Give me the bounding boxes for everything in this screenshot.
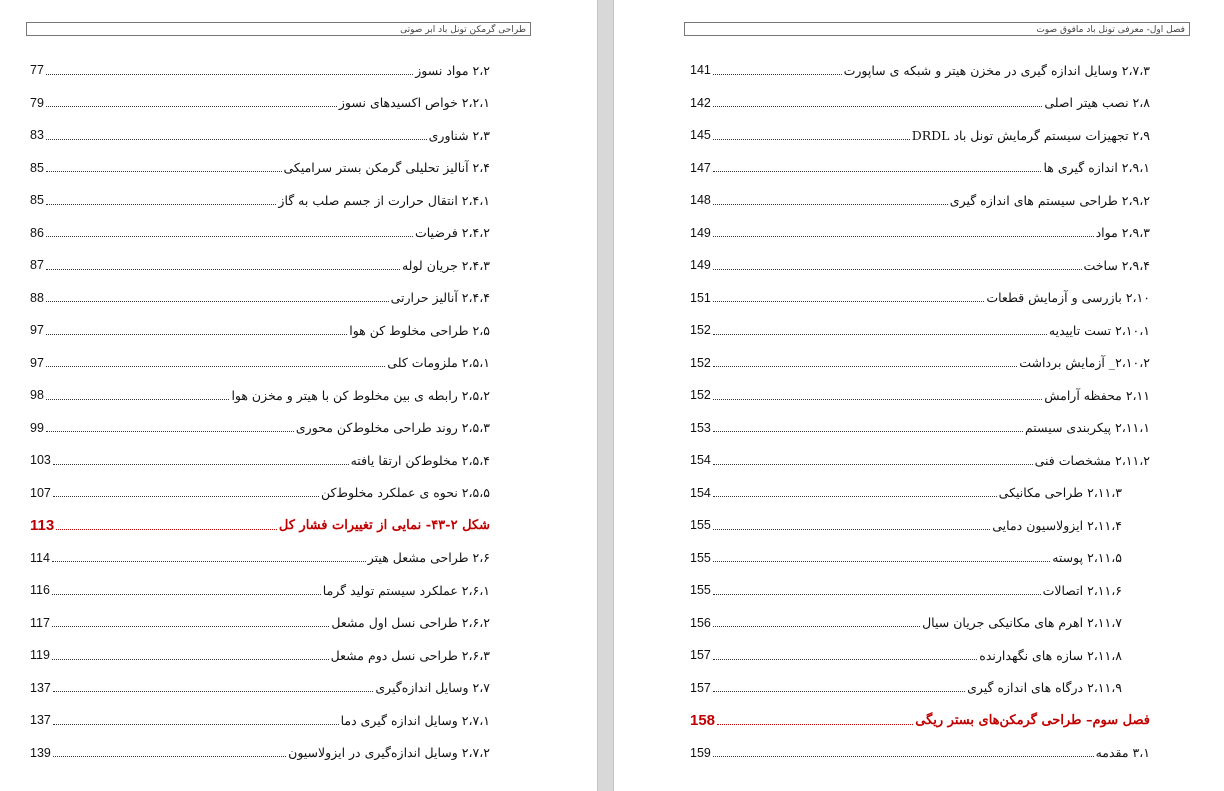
toc-entry-title: ۲،۱۱،۷ اهرم های مکانیکی جریان سیال bbox=[922, 615, 1122, 631]
dot-leader bbox=[53, 724, 339, 725]
dot-leader bbox=[46, 204, 277, 205]
toc-entry-title: ۲،۱۰،۱ تست تاییدیه bbox=[1048, 322, 1150, 338]
dot-leader bbox=[52, 561, 366, 562]
toc-entry-title: ۲،۹،۱ اندازه گیری ها bbox=[1043, 160, 1150, 176]
toc-page-number: 87 bbox=[30, 258, 44, 273]
toc-page-number: 154 bbox=[690, 453, 711, 468]
dot-leader bbox=[56, 529, 277, 530]
toc-entry[interactable] bbox=[690, 249, 1150, 282]
toc-entry-title: ۲،۴،۳ جریان لوله bbox=[401, 257, 490, 273]
toc-page-number: 107 bbox=[30, 485, 51, 500]
toc-entry[interactable] bbox=[30, 542, 490, 575]
dot-leader bbox=[52, 626, 329, 627]
toc-entry-title: ۲،۸ نصب هیتر اصلی bbox=[1044, 95, 1150, 111]
toc-entry-title: ۲،۱۱،۵ پوسته bbox=[1052, 550, 1122, 566]
toc-entry-title: ۲،۷،۲ وسایل اندازه‌گیری در ایزولاسیون bbox=[288, 745, 490, 761]
toc-page-number: 117 bbox=[30, 615, 50, 630]
page-gutter bbox=[597, 0, 614, 791]
dot-leader bbox=[46, 334, 347, 335]
dot-leader bbox=[717, 724, 913, 725]
toc-entry[interactable] bbox=[30, 282, 490, 315]
toc-entry[interactable] bbox=[690, 184, 1150, 217]
toc-page-number: 155 bbox=[690, 583, 711, 598]
dot-leader bbox=[713, 334, 1047, 335]
toc-chapter-entry[interactable] bbox=[30, 509, 490, 542]
toc-entry-title: ۲،۶،۱ عملکرد سیستم تولید گرما bbox=[322, 582, 490, 598]
right-page bbox=[614, 0, 1224, 791]
toc-entry[interactable] bbox=[690, 379, 1150, 412]
dot-leader bbox=[713, 626, 920, 627]
dot-leader bbox=[713, 269, 1082, 270]
toc-entry[interactable] bbox=[690, 542, 1150, 575]
toc-page-number: 149 bbox=[690, 225, 711, 240]
toc-page-number: 113 bbox=[30, 516, 55, 534]
toc-entry-title: ۲،۷ وسایل اندازه‌گیری bbox=[375, 680, 490, 696]
toc-page-number: 79 bbox=[30, 95, 44, 110]
toc-page-number: 147 bbox=[690, 160, 711, 175]
toc-entry[interactable] bbox=[690, 314, 1150, 347]
toc-entry-title: ۲،۵،۵ نحوه ی عملکرد مخلوط‌کن bbox=[320, 485, 490, 501]
toc-entry[interactable] bbox=[690, 639, 1150, 672]
dot-leader bbox=[713, 399, 1042, 400]
toc-entry[interactable] bbox=[690, 152, 1150, 185]
dot-leader bbox=[713, 171, 1042, 172]
toc-page-number: 154 bbox=[690, 485, 711, 500]
toc-entry[interactable] bbox=[690, 347, 1150, 380]
toc-entry-title: ۲،۵،۴ مخلوط‌کن ارتقا یافته bbox=[350, 452, 490, 468]
dot-leader bbox=[46, 106, 337, 107]
toc-entry-title: ۲،۱۱،۲ مشخصات فنی bbox=[1034, 452, 1150, 468]
dot-leader bbox=[713, 659, 977, 660]
toc-entry-title: ۲،۷،۱ وسایل اندازه گیری دما bbox=[340, 712, 490, 728]
toc-entry[interactable] bbox=[690, 87, 1150, 120]
dot-leader bbox=[46, 366, 385, 367]
toc-entry[interactable] bbox=[30, 477, 490, 510]
toc-page-number: 98 bbox=[30, 388, 44, 403]
dot-leader bbox=[53, 464, 349, 465]
toc-page-number: 159 bbox=[690, 745, 711, 760]
toc-entry-title: ۲،۵،۲ رابطه ی بین مخلوط کن با هیتر و مخزن هوا bbox=[231, 387, 490, 403]
toc-entry[interactable] bbox=[30, 704, 490, 737]
toc-entry-title: ۲،۱۱،۱ پیکربندی سیستم bbox=[1024, 420, 1150, 436]
toc-entry[interactable] bbox=[690, 574, 1150, 607]
toc-page-number: 157 bbox=[690, 648, 711, 663]
dot-leader bbox=[713, 561, 1050, 562]
toc-entry[interactable] bbox=[30, 672, 490, 705]
toc-entry[interactable] bbox=[690, 509, 1150, 542]
toc-page-number: 114 bbox=[30, 550, 50, 565]
toc-entry-title: ۲،۲،۱ خواص اکسیدهای نسوز bbox=[338, 95, 490, 111]
dot-leader bbox=[713, 496, 997, 497]
toc-page-number: 152 bbox=[690, 355, 711, 370]
toc-entry-title: ۲،۵،۳ روند طراحی مخلوط‌کن محوری bbox=[295, 420, 490, 436]
toc-entry-title: ۲،۲ مواد نسوز bbox=[415, 62, 490, 78]
dot-leader bbox=[46, 74, 413, 75]
toc-entry[interactable] bbox=[30, 184, 490, 217]
toc-entry[interactable] bbox=[30, 379, 490, 412]
toc-entry-title: ۲،۶ طراحی مشعل هیتر bbox=[367, 550, 490, 566]
dot-leader bbox=[46, 171, 282, 172]
toc-page-number: 151 bbox=[690, 290, 711, 305]
table-of-contents bbox=[690, 54, 1150, 769]
toc-entry-title: ۲،۱۰ بازرسی و آزمایش قطعات bbox=[986, 290, 1150, 306]
toc-entry[interactable] bbox=[30, 249, 490, 282]
toc-entry[interactable] bbox=[690, 54, 1150, 87]
toc-page-number: 88 bbox=[30, 290, 44, 305]
toc-entry[interactable] bbox=[30, 347, 490, 380]
dot-leader bbox=[713, 594, 1041, 595]
toc-entry-title: ۲،۱۱،۳ طراحی مکانیکی bbox=[998, 485, 1122, 501]
toc-entry-title: ۲،۹ تجهیزات سیستم گرمایش تونل باد DRDL bbox=[911, 127, 1150, 143]
dot-leader bbox=[713, 106, 1042, 107]
toc-entry[interactable] bbox=[30, 607, 490, 640]
toc-entry[interactable] bbox=[30, 314, 490, 347]
toc-page-number: 77 bbox=[30, 63, 44, 78]
toc-entry-title: شکل ۲-۴۳- نمایی از تغییرات فشار کل bbox=[278, 517, 490, 533]
toc-chapter-entry[interactable] bbox=[690, 704, 1150, 737]
toc-entry[interactable] bbox=[690, 607, 1150, 640]
toc-entry[interactable] bbox=[30, 54, 490, 87]
toc-entry-title: ۲،۴،۲ فرضیات bbox=[414, 225, 490, 241]
toc-page-number: 137 bbox=[30, 713, 51, 728]
toc-page-number: 85 bbox=[30, 193, 44, 208]
toc-page-number: 149 bbox=[690, 258, 711, 273]
toc-entry[interactable] bbox=[30, 574, 490, 607]
dot-leader bbox=[713, 74, 842, 75]
dot-leader bbox=[53, 691, 373, 692]
dot-leader bbox=[713, 236, 1094, 237]
toc-entry-title: ۲،۳ شناوری bbox=[428, 127, 490, 143]
toc-entry[interactable] bbox=[690, 477, 1150, 510]
toc-page-number: 97 bbox=[30, 323, 44, 338]
toc-page-number: 103 bbox=[30, 453, 51, 468]
dot-leader bbox=[46, 301, 389, 302]
toc-entry-title: ۲،۹،۴ ساخت bbox=[1083, 257, 1150, 273]
toc-page-number: 119 bbox=[30, 648, 50, 663]
toc-entry-title: ۲،۱۱،۸ سازه های نگهدارنده bbox=[979, 647, 1122, 663]
toc-entry-title: ۲،۴،۱ انتقال حرارت از جسم صلب به گاز bbox=[278, 192, 490, 208]
toc-page-number: 97 bbox=[30, 355, 44, 370]
dot-leader bbox=[52, 659, 329, 660]
toc-page-number: 157 bbox=[690, 680, 711, 695]
toc-entry-title: ۳،۱ مقدمه bbox=[1095, 745, 1150, 761]
toc-entry-title: ۲،۹،۲ طراحی سیستم های اندازه گیری bbox=[949, 192, 1150, 208]
dot-leader bbox=[46, 431, 294, 432]
toc-entry-title: ۲،۵ طراحی مخلوط کن هوا bbox=[349, 322, 490, 338]
dot-leader bbox=[46, 399, 230, 400]
dot-leader bbox=[713, 464, 1033, 465]
toc-page-number: 148 bbox=[690, 193, 711, 208]
toc-entry[interactable] bbox=[30, 87, 490, 120]
toc-entry[interactable] bbox=[690, 412, 1150, 445]
toc-entry[interactable] bbox=[30, 737, 490, 770]
dot-leader bbox=[46, 236, 413, 237]
toc-page-number: 153 bbox=[690, 420, 711, 435]
toc-entry[interactable] bbox=[690, 119, 1150, 152]
dot-leader bbox=[46, 269, 400, 270]
dot-leader bbox=[713, 529, 990, 530]
dot-leader bbox=[713, 691, 965, 692]
toc-page-number: 85 bbox=[30, 160, 44, 175]
toc-entry[interactable] bbox=[30, 119, 490, 152]
toc-page-number: 86 bbox=[30, 225, 44, 240]
toc-entry[interactable] bbox=[690, 282, 1150, 315]
toc-entry[interactable] bbox=[30, 217, 490, 250]
toc-page-number: 155 bbox=[690, 550, 711, 565]
toc-entry-title: ۲،۹،۳ مواد bbox=[1095, 225, 1150, 241]
toc-entry[interactable] bbox=[690, 444, 1150, 477]
toc-entry-title: ۲،۴ آنالیز تحلیلی گرمکن بستر سرامیکی bbox=[283, 160, 490, 176]
dot-leader bbox=[46, 139, 427, 140]
toc-entry[interactable] bbox=[30, 412, 490, 445]
toc-entry-title: ۲،۱۱ محفظه آرامش bbox=[1044, 387, 1150, 403]
dot-leader bbox=[52, 594, 321, 595]
dot-leader bbox=[713, 756, 1094, 757]
toc-entry-title: ۲،۶،۲ طراحی نسل اول مشعل bbox=[331, 615, 490, 631]
toc-page-number: 156 bbox=[690, 615, 711, 630]
toc-page-number: 139 bbox=[30, 745, 51, 760]
toc-entry[interactable] bbox=[30, 444, 490, 477]
toc-entry-title: ۲،۱۱،۹ درگاه های اندازه گیری bbox=[967, 680, 1122, 696]
dot-leader bbox=[713, 301, 985, 302]
toc-page-number: 152 bbox=[690, 323, 711, 338]
toc-page-number: 158 bbox=[690, 711, 716, 729]
dot-leader bbox=[53, 496, 319, 497]
toc-page-number: 141 bbox=[690, 63, 711, 78]
toc-entry-title: ۲،۱۱،۴ ایزولاسیون دمایی bbox=[992, 517, 1122, 533]
toc-entry[interactable] bbox=[690, 217, 1150, 250]
toc-entry-title: ۲،۴،۴ آنالیز حرارتی bbox=[390, 290, 490, 306]
toc-entry-title: ۲،۱۱،۶ اتصالات bbox=[1042, 582, 1122, 598]
toc-entry[interactable] bbox=[690, 672, 1150, 705]
toc-page-number: 137 bbox=[30, 680, 51, 695]
table-of-contents bbox=[30, 54, 490, 769]
toc-entry-title: فصل سوم– طراحی گرمکن‌های بستر ریگی bbox=[915, 712, 1150, 728]
toc-entry[interactable] bbox=[690, 737, 1150, 770]
toc-page-number: 145 bbox=[690, 128, 711, 143]
toc-page-number: 83 bbox=[30, 128, 44, 143]
toc-page-number: 99 bbox=[30, 420, 44, 435]
toc-page-number: 152 bbox=[690, 388, 711, 403]
dot-leader bbox=[713, 139, 910, 140]
toc-page-number: 142 bbox=[690, 95, 711, 110]
toc-entry-title: ۲،۷،۳ وسایل اندازه گیری در مخزن هیتر و شبکه ی ساپورت bbox=[843, 62, 1150, 78]
dot-leader bbox=[713, 204, 948, 205]
toc-entry-title: ۲،۱۰،۲_ آزمایش برداشت bbox=[1019, 355, 1150, 371]
toc-entry-title: ۲،۵،۱ ملزومات کلی bbox=[387, 355, 490, 371]
toc-page-number: 116 bbox=[30, 583, 50, 598]
toc-entry-title: ۲،۶،۳ طراحی نسل دوم مشعل bbox=[330, 647, 490, 663]
left-page bbox=[0, 0, 597, 791]
dot-leader bbox=[53, 756, 286, 757]
dot-leader bbox=[713, 431, 1023, 432]
toc-entry[interactable] bbox=[30, 639, 490, 672]
running-header: طراحی گرمکن تونل باد ابر صوتی bbox=[26, 22, 531, 36]
running-header: فصل اول- معرفی تونل باد مافوق صوت bbox=[684, 22, 1190, 36]
dot-leader bbox=[713, 366, 1017, 367]
toc-page-number: 155 bbox=[690, 518, 711, 533]
toc-entry[interactable] bbox=[30, 152, 490, 185]
